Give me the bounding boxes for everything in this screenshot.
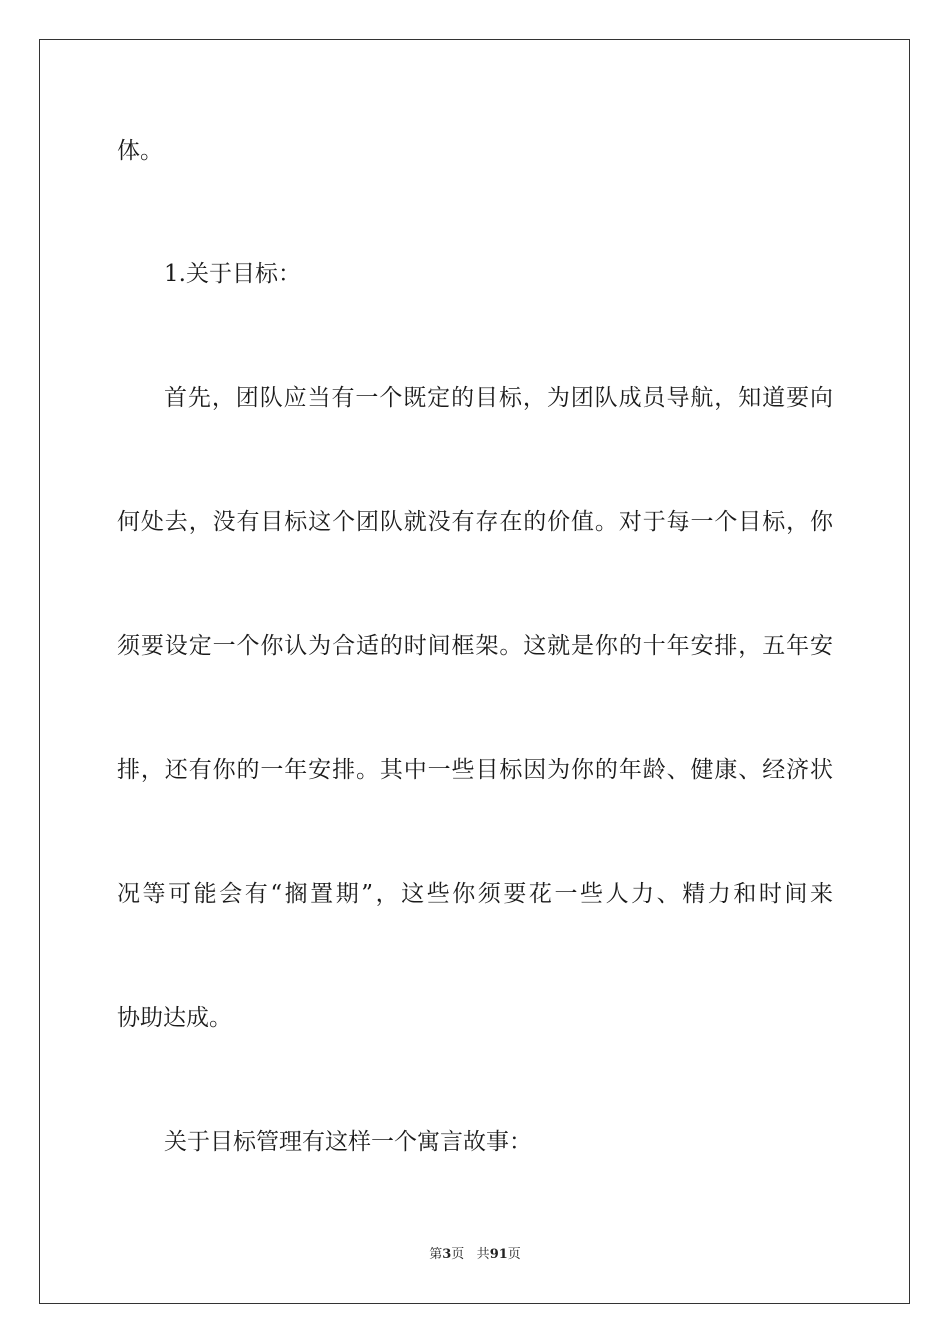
paragraph-line-5: 须要设定一个你认为合适的时间框架。这就是你的十年安排，五年安 <box>117 633 833 659</box>
page-footer <box>0 1246 950 1264</box>
footer-page-suffix: 页 <box>451 1247 465 1262</box>
paragraph-line-7: 况等可能会有“搁置期”，这些你须要花一些人力、精力和时间来 <box>117 881 833 907</box>
footer-total-suffix: 页 <box>507 1247 521 1262</box>
section-heading: 1.关于目标： <box>164 261 301 287</box>
footer-page-prefix: 第 <box>429 1247 443 1262</box>
footer-page-number: 3 <box>442 1247 452 1262</box>
footer-total-pages: 91 <box>489 1247 508 1262</box>
paragraph-line-1: 体。 <box>117 138 163 164</box>
paragraph-line-6: 排，还有你的一年安排。其中一些目标因为你的年龄、健康、经济状 <box>117 757 833 783</box>
paragraph-line-3: 首先，团队应当有一个既定的目标，为团队成员导航，知道要向 <box>164 385 833 411</box>
page-border <box>39 39 910 1304</box>
footer-total-prefix: 共 <box>476 1247 490 1262</box>
paragraph-line-8: 协助达成。 <box>117 1005 232 1031</box>
paragraph-line-4: 何处去，没有目标这个团队就没有存在的价值。对于每一个目标，你 <box>117 509 833 535</box>
paragraph-line-9: 关于目标管理有这样一个寓言故事： <box>164 1129 532 1155</box>
